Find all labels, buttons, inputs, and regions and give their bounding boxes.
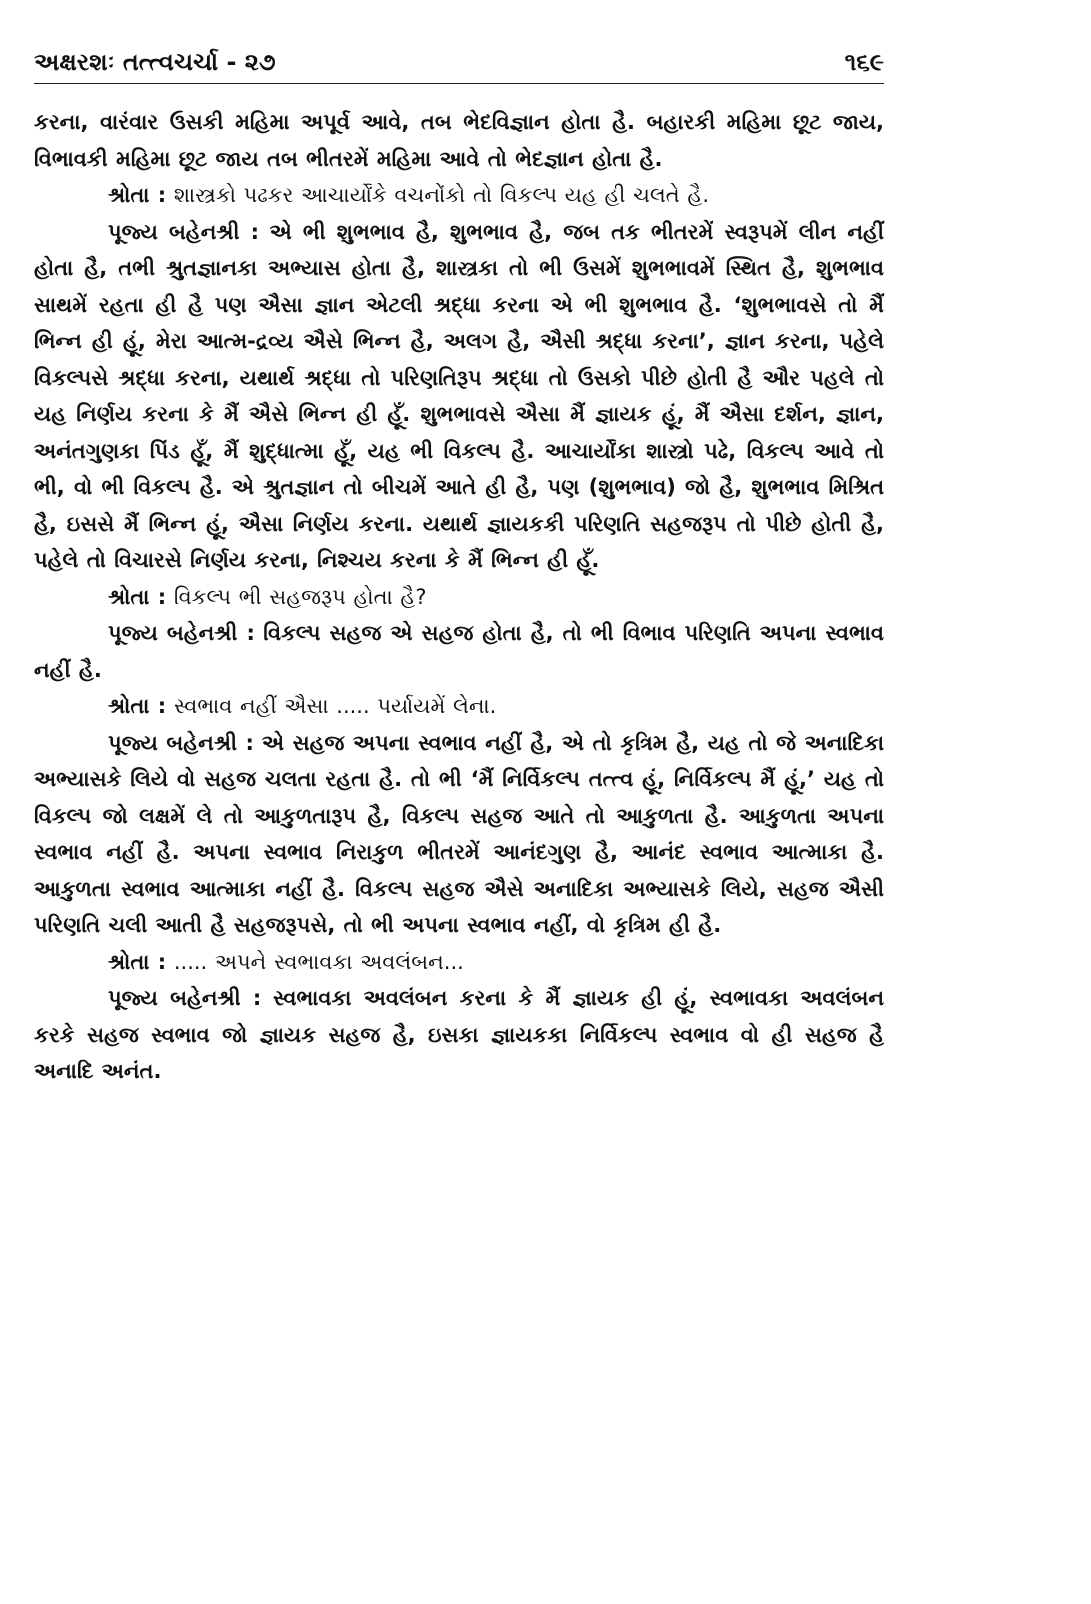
paragraph-text: કરના, વારંવાર ઉસકી મહિમા અપૂર્વ આવે, તબ ભેદવિજ્ઞાન હોતા હૈ. બહારકી મહિમા છૂટ જાય, વિભાવકી મહિમા છૂટ જાય તબ ભીતરમેં મહિમા આવે તો ભેદજ્ઞાન હોતા હૈ. [34,110,884,171]
answer-text: એ સહજ અપના સ્વભાવ નહીં હૈ, એ તો કૃત્રિમ હૈ, યહ તો જે અનાદિકા અભ્યાસકે લિયે વો સહજ ચલતા રહતા હૈ. તો ભી ‘મૈં નિર્વિકલ્પ તત્ત્વ હૂં, નિર્વિકલ્પ મૈં હૂં,’ યહ તો વિકલ્પ જો લક્ષમેં લે તો આકુળતારૂપ હૈ, વિકલ્પ સહજ આતે તો આકુળતા હૈ. આકુળતા અપના સ્વભાવ નહીં હૈ. અપના સ્વભાવ નિરાકુળ ભીતરમેં આનંદગુણ હૈ, આનંદ સ્વભાવ આત્માકા હૈ. આકુળતા સ્વભાવ આત્માકા નહીં હૈ. વિકલ્પ સહજ ઐસે અનાદિકા અભ્યાસકે લિયે, સહજ ઐસી પરિણતિ ચલી આતી હૈ સહજરૂપસે, તો ભી અપના સ્વભાવ નહીં, વો કૃત્રિમ હી હૈ. [34,730,884,937]
body-text [34,104,884,1090]
running-header [34,44,884,84]
listener-question [34,688,884,725]
teacher-answer [34,214,884,579]
teacher-answer [34,980,884,1090]
answer-text: વિકલ્પ સહજ એ સહજ હોતા હૈ, તો ભી વિભાવ પરિણતિ અપના સ્વભાવ નહીં હૈ. [34,621,884,682]
teacher-answer [34,615,884,688]
question-text: શાસ્ત્રકો પઢકર આચાર્યોંકે વચનોંકો તો વિકલ્પ યહ હી ચલતે હૈ. [173,183,709,207]
speaker-label: પૂજ્ય બહેનશ્રી : [108,986,262,1010]
page-number: ૧૬૯ [844,48,884,76]
speaker-label: પૂજ્ય બહેનશ્રી : [108,730,254,755]
speaker-label: શ્રોતા : [108,183,167,207]
teacher-answer [34,725,884,944]
answer-text: સ્વભાવકા અવલંબન કરના કે મૈં જ્ઞાયક હી હૂં, સ્વભાવકા અવલંબન કરકે સહજ સ્વભાવ જો જ્ઞાયક સહજ હૈ, ઇસકા જ્ઞાયકકા નિર્વિકલ્પ સ્વભાવ વો હી સહજ હૈ અનાદિ અનંત. [34,986,884,1083]
header-divider [34,83,884,84]
speaker-label: પૂજ્ય બહેનશ્રી : [108,621,255,645]
paragraph-continuation [34,104,884,177]
book-title: અક્ષરશઃ તત્ત્વચર્ચા - ૨૭ [34,48,276,76]
listener-question [34,177,884,214]
question-text: વિકલ્પ ભી સહજરૂપ હોતા હૈ? [173,584,427,609]
question-text: સ્વભાવ નહીં ઐસા ..... પર્યાયમેં લેના. [173,694,497,718]
question-text: ..... અપને સ્વભાવકા અવલંબન... [173,949,464,974]
listener-question [34,579,884,616]
speaker-label: પૂજ્ય બહેનશ્રી : [108,219,260,244]
speaker-label: શ્રોતા : [108,949,167,974]
answer-text: એ ભી શુભભાવ હૈ, શુભભાવ હૈ, જબ તક ભીતરમેં સ્વરૂપમેં લીન નહીં હોતા હૈ, તભી શ્રુતજ્ઞાનકા અભ્યાસ હોતા હૈ, શાસ્ત્રકા તો ભી ઉસમેં શુભભાવમેં સ્થિત હૈ, શુભભાવ સાથમેં રહતા હી હૈ પણ ઐસા જ્ઞાન એટલી શ્રદ્ધા કરના એ ભી શુભભાવ હૈ. ‘શુભભાવસે તો મૈં ભિન્ન હી હૂં, મેરા આત્મ-દ્રવ્ય ઐસે ભિન્ન હૈ, અલગ હૈ, ઐસી શ્રદ્ધા કરના’, જ્ઞાન કરના, પહેલે વિકલ્પસે શ્રદ્ધા કરના, યથાર્થ શ્રદ્ધા તો પરિણતિરૂપ શ્રદ્ધા તો ઉસકો પીછે હોતી હૈ ઔર પહલે તો યહ નિર્ણય કરના કે મૈં ઐસે ભિન્ન હી હૂઁ. શુભભાવસે ઐસા મૈં જ્ઞાયક હૂં, મૈં ઐસા દર્શન, જ્ઞાન, અનંતગુણકા પિંડ હૂઁ, મૈં શુદ્ધાત્મા હૂઁ, યહ ભી વિકલ્પ હૈ. આચાર્યોંકા શાસ્ત્રો પઢે, વિકલ્પ આવે તો ભી, વો ભી વિકલ્પ હૈ. એ શ્રુતજ્ઞાન તો બીચમેં આતે હી હૈ, પણ (શુભભાવ) જો હૈ, શુભભાવ મિશ્રિત હૈ, ઇસસે મૈં ભિન્ન હૂં, ઐસા નિર્ણય કરના. યથાર્થ જ્ઞાયકકી પરિણતિ સહજરૂપ તો પીછે હોતી હૈ, પહેલે તો વિચારસે નિર્ણય કરના, નિશ્ચય કરના કે મૈં ભિન્ન હી હૂઁ. [34,219,884,572]
speaker-label: શ્રોતા : [108,584,167,609]
speaker-label: શ્રોતા : [108,694,167,718]
listener-question [34,944,884,981]
